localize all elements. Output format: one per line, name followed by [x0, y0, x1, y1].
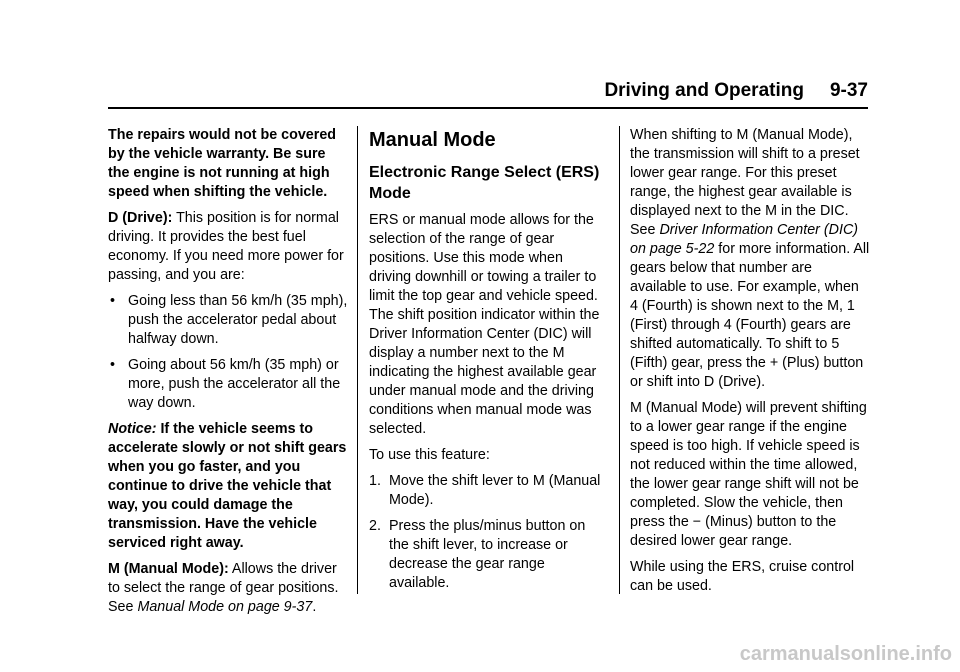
drive-paragraph: [108, 209, 348, 285]
manual-paragraph: M (Manual Mode): Allows the driver to select the range of gear positions. See Manual Mode on page 9-37.: [108, 561, 339, 615]
column-divider: [619, 126, 620, 594]
list-item: 2. Press the plus/minus button on the shift lever, to increase or decrease the gear range available.: [369, 518, 586, 591]
shift-paragraph: When shifting to M (Manual Mode), the transmission will shift to a preset lower gear range. For this preset range, the highest gear available is displayed next to the M in the DIC. See Driver Information Center (DIC) on page 5-22 for more information. All gears below that number are available to use. For example, when 4 (Fourth) is shown next to the M, 1 (First) through 4 (Fourth) gears are shifted automatically. To shift to 5 (Fifth) gear, press the + (Plus) button or shift into D (Drive).: [630, 127, 870, 390]
step-number: 1.: [369, 473, 381, 489]
section-title: Driving and Operating: [604, 80, 804, 101]
page-number: 9-37: [829, 80, 868, 101]
warranty-paragraph: The repairs would not be covered by the vehicle warranty. Be sure the engine is not running at high speed when shifting the vehicle.: [108, 127, 337, 200]
column-divider: [357, 126, 358, 594]
page-header: [604, 80, 868, 102]
list-item: 1. Move the shift lever to M (Manual Mode).: [369, 473, 601, 508]
column-right: [630, 126, 870, 603]
cruise-paragraph: While using the ERS, cruise control can be used.: [630, 559, 855, 594]
drive-label: D (Drive):: [108, 210, 173, 226]
column-middle: [369, 126, 608, 600]
ers-paragraph: ERS or manual mode allows for the selection of the range of gear positions. Use this mode when driving downhill or towing a trailer to limit the top gear and vehicle speed. The shift position indicator within the Driver Information Center (DIC) will display a number next to the M indicating the highest available gear under manual mode and the driving conditions when manual mode was selected.: [369, 212, 600, 437]
header-rule: [108, 107, 868, 109]
notice-label: Notice:: [108, 421, 157, 437]
watermark: carmanualsonline.info: [739, 643, 952, 665]
prevent-paragraph: M (Manual Mode) will prevent shifting to a lower gear range if the engine speed is too high. If vehicle speed is not reduced within the time allowed, the lower gear range shift will not be completed. Slow the vehicle, then press the − (Minus) button to the desired lower gear range.: [630, 400, 867, 549]
notice-paragraph: [108, 420, 348, 553]
dic-link[interactable]: Driver Information Center (DIC) on page 5-22: [630, 222, 859, 257]
notice-text: If the vehicle seems to accelerate slowly or not shift gears when you go faster, and you continue to drive the vehicle that way, you could damage the transmission. Have the vehicle serviced right away.: [108, 421, 347, 551]
section-heading: Manual Mode: [369, 129, 496, 151]
column-left: [108, 126, 348, 624]
manual-mode-link[interactable]: Manual Mode on page 9-37: [137, 599, 313, 615]
intro-paragraph: To use this feature:: [369, 447, 490, 463]
bullet-icon: •: [110, 293, 116, 309]
manual-label: M (Manual Mode):: [108, 561, 229, 577]
manual-text: Allows the driver to select the range of gear positions. See: [108, 561, 339, 615]
drive-text: This position is for normal driving. It provides the best fuel economy. If you need more power for passing, and you are:: [108, 210, 344, 283]
subsection-heading: Electronic Range Select (ERS) Mode: [369, 164, 600, 202]
list-item: • Going about 56 km/h (35 mph) or more, push the accelerator all the way down.: [110, 357, 341, 411]
bullet-icon: •: [110, 357, 116, 373]
step-number: 2.: [369, 518, 381, 534]
list-item: • Going less than 56 km/h (35 mph), push the accelerator pedal about halfway down.: [110, 293, 348, 347]
